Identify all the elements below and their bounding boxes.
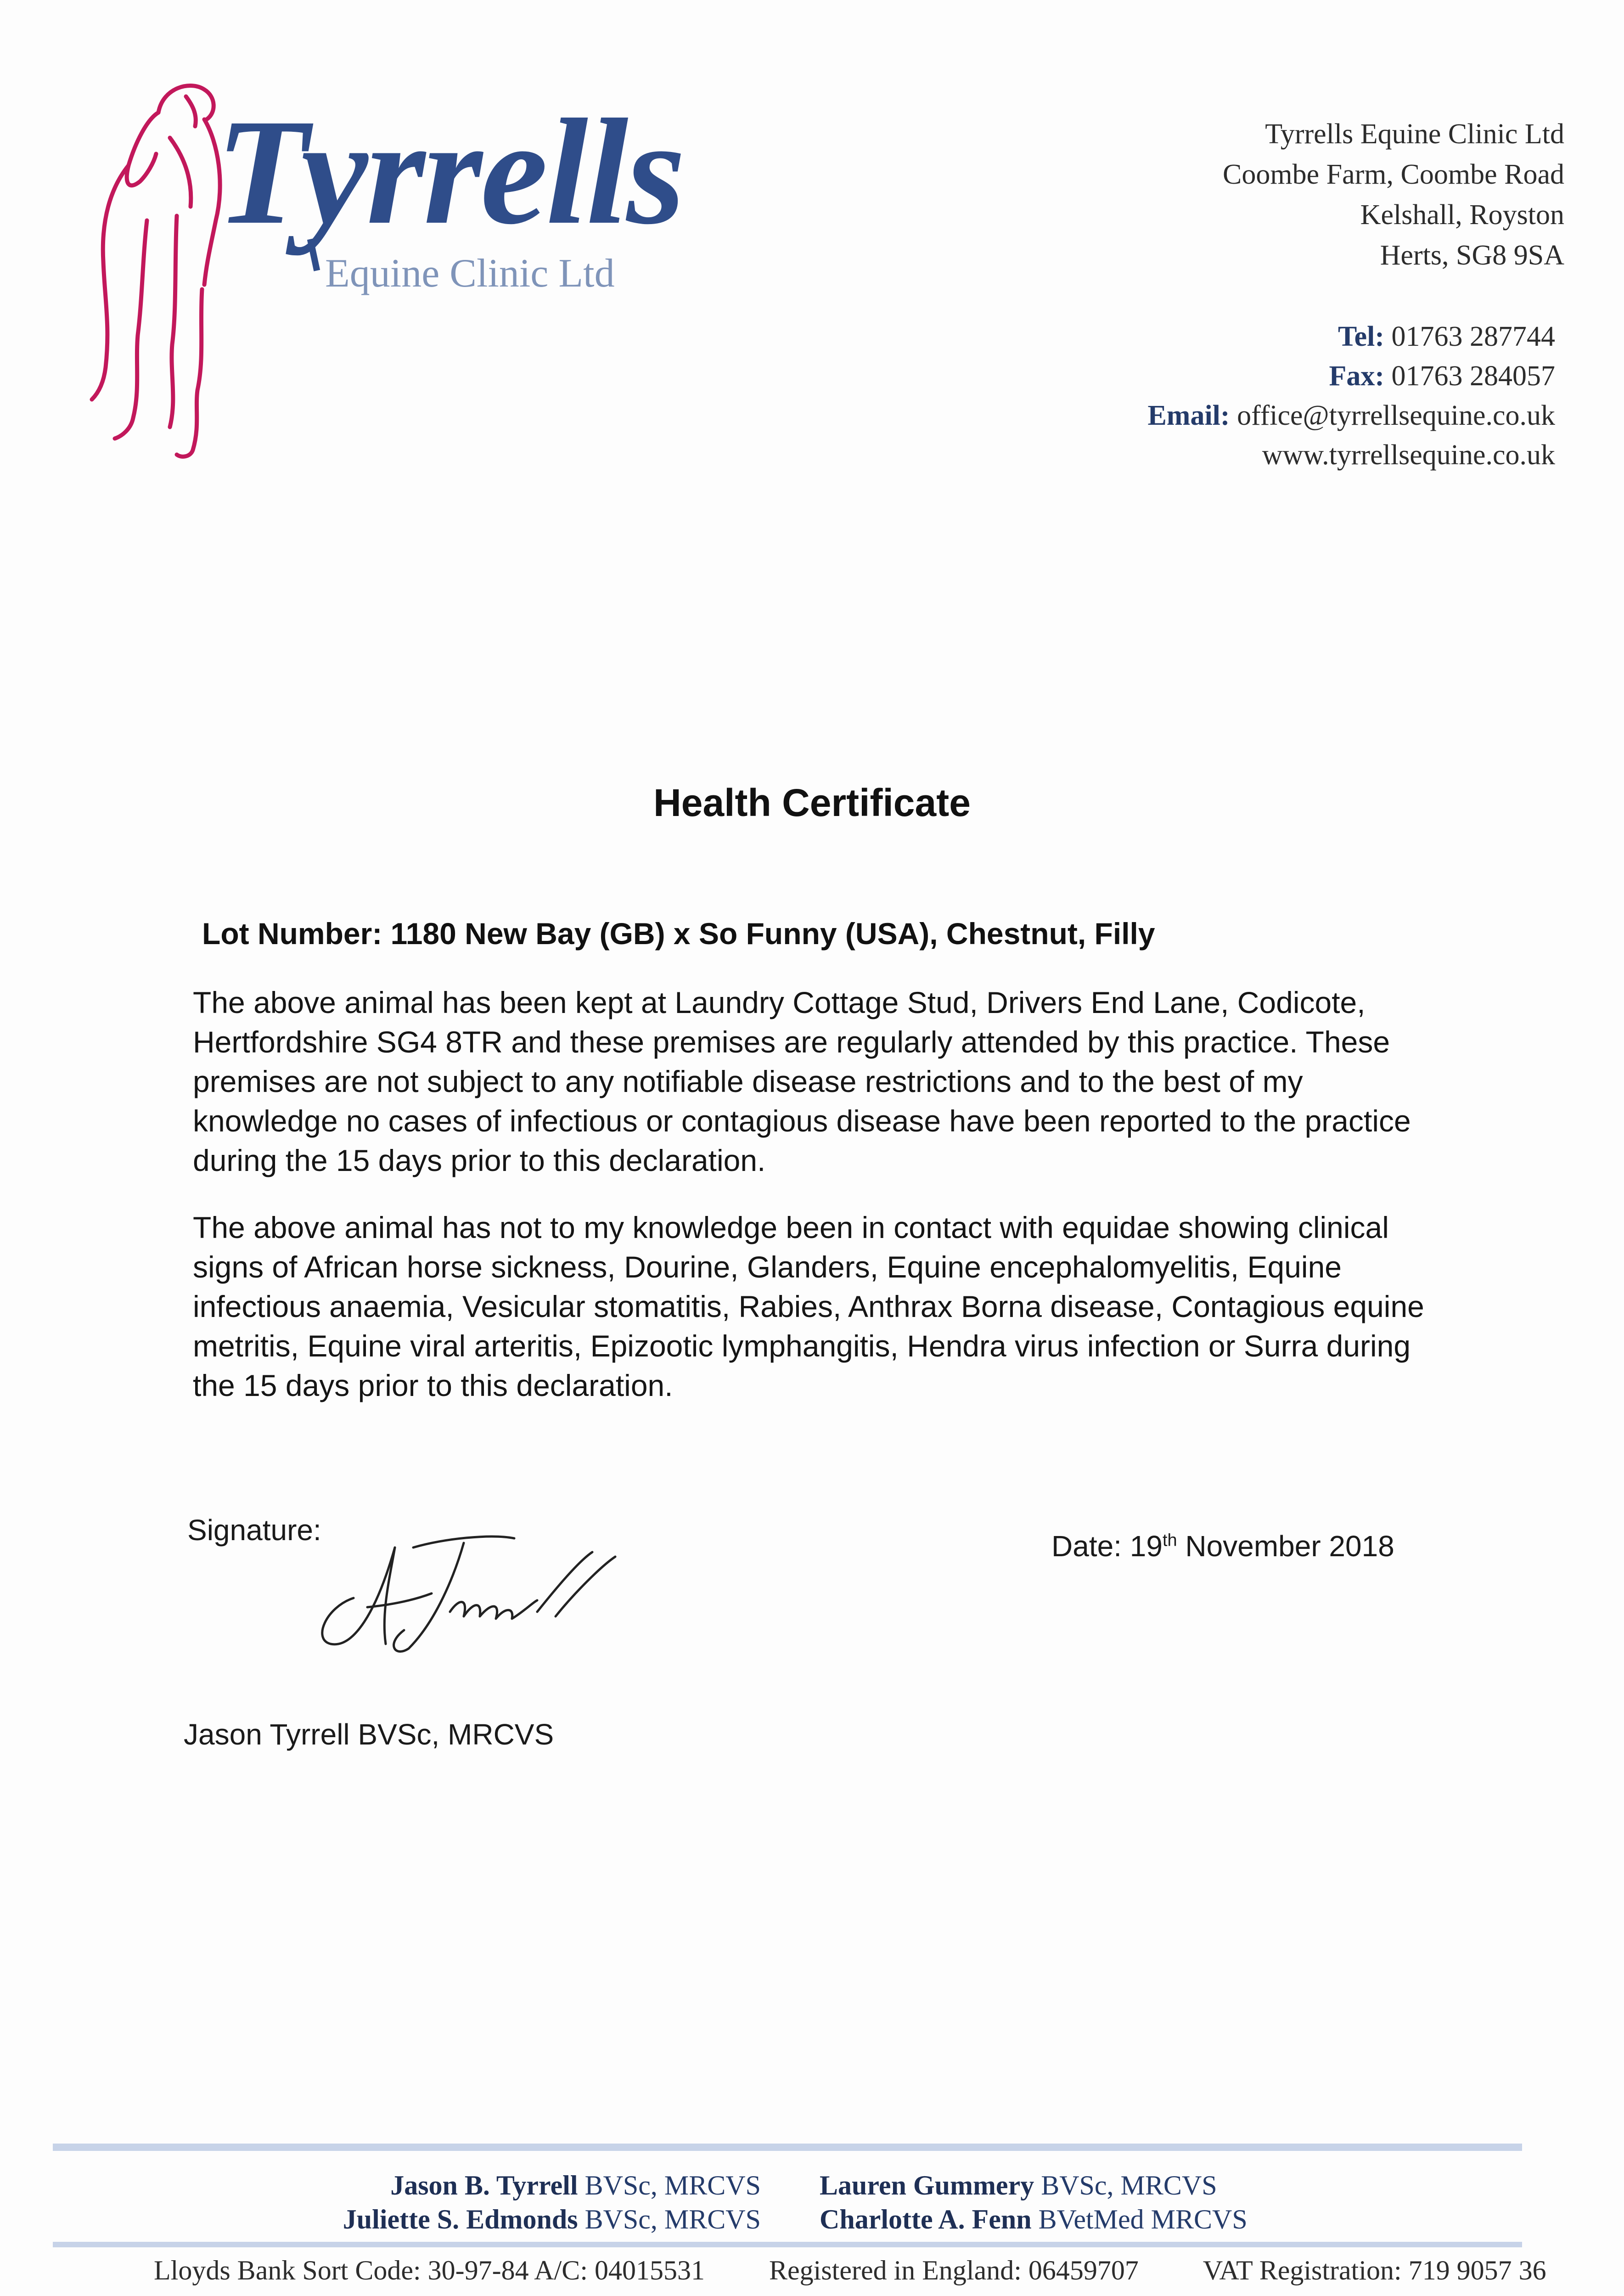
handwritten-signature (298, 1520, 620, 1658)
signature-label: Signature: (187, 1514, 321, 1547)
staff-name: Charlotte A. Fenn (820, 2204, 1032, 2234)
premises-declaration: The above animal has been kept at Laundry Cottage Stud, Drivers End Lane, Codicote, Hertfordshire SG4 8TR and these premises are regularly attended by this practice. These premises are not subject to any notifiable disease restrictions and to the best of my knowledge no cases of infectious or contagious disease have been reported to the practice during the 15 days prior to this declaration. (193, 985, 1411, 1177)
address-line: Kelshall, Royston (1360, 199, 1564, 231)
horse-logo-icon (78, 69, 234, 459)
staff-name: Lauren Gummery (820, 2170, 1034, 2200)
date-suffix: November 2018 (1177, 1530, 1394, 1563)
email-value[interactable]: office@tyrrellsequine.co.uk (1237, 400, 1555, 431)
staff-name: Juliette S. Edmonds (343, 2204, 578, 2234)
website-link[interactable]: www.tyrrellsequine.co.uk (1262, 439, 1555, 471)
address-line: Tyrrells Equine Clinic Ltd (1265, 118, 1564, 150)
tel-label: Tel: (1337, 321, 1384, 352)
clinic-contact (1147, 317, 1555, 475)
logo-subtitle: Equine Clinic Ltd (325, 251, 615, 296)
footer-divider (53, 2144, 1522, 2151)
date-prefix: Date: 19 (1051, 1530, 1163, 1563)
staff-entry (343, 2168, 761, 2202)
contact-declaration: The above animal has not to my knowledge been in contact with equidae showing clinical signs of African horse sickness, Dourine, Glanders, Equine encephalomyelitis, Equine infectious anaemia, Vesicular stomatitis, Rabies, Anthrax Borna disease, Contagious equine metritis, Equine viral arteritis, Epizootic lymphangitis, Hendra virus infection or Surra during the 15 days prior to this declaration. (193, 1210, 1424, 1402)
email-label: Email: (1147, 400, 1230, 431)
fax-value: 01763 284057 (1391, 360, 1555, 392)
staff-name: Jason B. Tyrrell (390, 2170, 578, 2200)
email-line (1147, 396, 1555, 435)
logo-wordmark: Tyrrells (216, 88, 684, 256)
staff-quals: BVSc, MRCVS (1041, 2170, 1217, 2200)
staff-quals: BVSc, MRCVS (584, 2170, 761, 2200)
date-ordinal: th (1162, 1531, 1177, 1550)
clinic-address (1223, 114, 1564, 276)
staff-entry (820, 2168, 1248, 2202)
registration-number: Registered in England: 06459707 (769, 2255, 1139, 2285)
document-title: Health Certificate (653, 781, 971, 824)
certificate-date (1051, 1529, 1394, 1563)
address-line: Coombe Farm, Coombe Road (1223, 159, 1564, 190)
company-registration-line (154, 2255, 1546, 2285)
fax-label: Fax: (1329, 360, 1384, 392)
staff-quals: BVetMed MRCVS (1038, 2204, 1248, 2234)
bank-details: Lloyds Bank Sort Code: 30-97-84 A/C: 04015531 (154, 2255, 705, 2285)
staff-entry (343, 2202, 761, 2236)
address-line: Herts, SG8 9SA (1380, 240, 1564, 271)
staff-quals: BVSc, MRCVS (584, 2204, 761, 2234)
signer-name: Jason Tyrrell BVSc, MRCVS (184, 1718, 554, 1751)
fax-line (1147, 356, 1555, 396)
staff-entry (820, 2202, 1248, 2236)
lot-number-line: Lot Number: 1180 New Bay (GB) x So Funny (USA), Chestnut, Filly (202, 917, 1155, 951)
staff-list-right (820, 2168, 1248, 2236)
tel-line (1147, 317, 1555, 356)
footer-divider-bottom (53, 2242, 1522, 2247)
tel-value: 01763 287744 (1391, 321, 1555, 352)
staff-list-left (343, 2168, 761, 2236)
vat-number: VAT Registration: 719 9057 36 (1203, 2255, 1546, 2285)
